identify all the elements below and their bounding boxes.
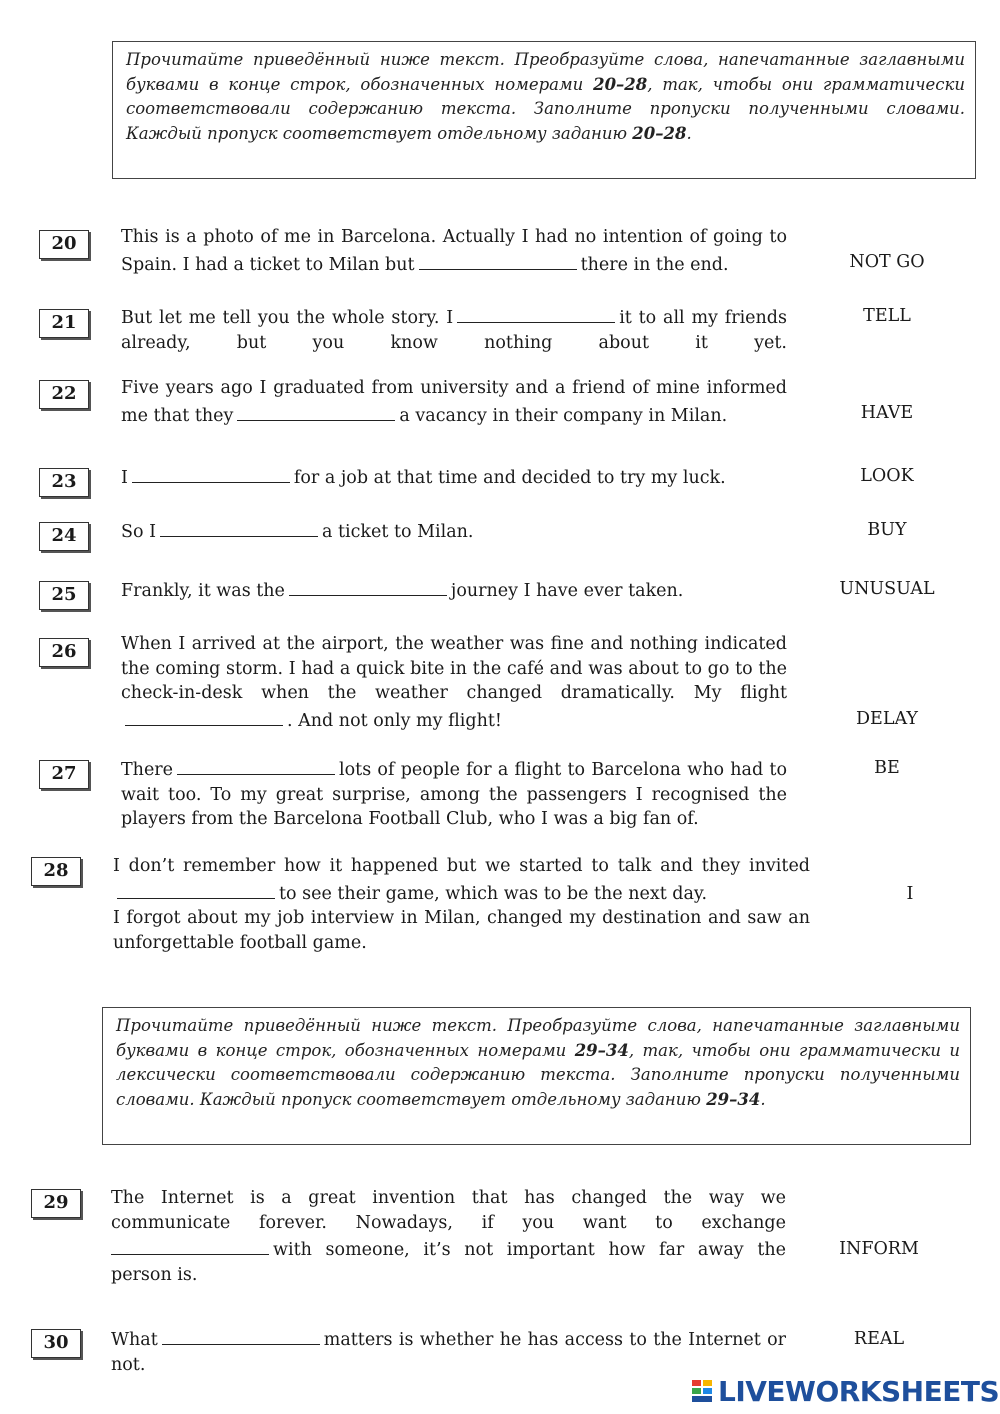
answer-gap[interactable] [125, 706, 283, 726]
task-number: 23 [39, 468, 89, 497]
answer-gap[interactable] [162, 1325, 320, 1345]
task-number: 26 [39, 638, 89, 667]
key-word: DELAY [856, 709, 918, 729]
task-text: This is a photo of me in Barcelona. Actually I had no intention of going to Spain. I had a ticket to Milan but there in the end. [121, 227, 787, 275]
answer-gap[interactable] [177, 755, 335, 775]
task-number: 27 [39, 760, 89, 789]
task-text: What matters is whether he has access to the Internet or not. [111, 1325, 786, 1377]
instruction-text: , так, чтобы они грамматически соответствовали содержанию текста. Заполните пропуски полученными словами. Каждый пропуск соответствует отдельному заданию [126, 74, 965, 143]
task-text: There lots of people for a flight to Barcelona who had to wait too. To my great surprise, among the passengers I recognised the players from the Barcelona Football Club, who I was a big fan of. [121, 755, 787, 832]
instruction-box [102, 1007, 971, 1145]
task-text: The Internet is a great invention that has changed the way we communicate forever. Nowadays, if you want to exchange with someone, it’s not important how far away the person is. [111, 1188, 786, 1285]
instruction-range: 20–28 [593, 74, 648, 94]
instruction-text: , так, чтобы они грамматически и лексически соответствовали содержанию текста. Заполните пропуски полученными словами. Каждый пропуск соответствует отдельному заданию [116, 1040, 960, 1109]
task-text: I don’t remember how it happened but we started to talk and they invitedto see their game, which was to be the next day. I forgot about my job interview in Milan, changed my destination and saw an unforgettable football game. [113, 856, 810, 953]
instruction-range: 29–34 [706, 1089, 761, 1109]
instruction-range: 29–34 [574, 1040, 629, 1060]
answer-gap[interactable] [160, 517, 318, 537]
key-word: BE [874, 758, 900, 778]
answer-gap[interactable] [132, 463, 290, 483]
task-number: 24 [39, 522, 89, 551]
task-number: 21 [39, 309, 89, 338]
brand-name: LIVEWORKSHEETS [718, 1374, 1000, 1408]
key-word: NOT GO [849, 252, 925, 272]
task-number: 28 [31, 857, 81, 886]
instruction-text: . [686, 123, 692, 143]
answer-gap[interactable] [117, 879, 275, 899]
key-word: LOOK [860, 466, 914, 486]
key-word: BUY [867, 520, 907, 540]
liveworksheets-logo-icon [692, 1378, 714, 1404]
key-word: INFORM [839, 1239, 919, 1259]
task-text: So I a ticket to Milan. [121, 517, 787, 545]
task-text: Five years ago I graduated from university and a friend of mine informed me that they a vacancy in their company in Milan. [121, 378, 787, 426]
key-word: REAL [853, 1329, 905, 1349]
answer-gap[interactable] [111, 1235, 269, 1255]
task-number: 25 [39, 581, 89, 610]
key-word: TELL [863, 306, 911, 326]
instruction-box [112, 41, 976, 179]
key-word: UNUSUAL [839, 579, 935, 599]
task-text: When I arrived at the airport, the weather was fine and nothing indicated the coming storm. I had a quick bite in the café and was about to go to the check-in-desk when the weather changed dramatically. My flight. And not only my flight! [121, 634, 787, 731]
task-number: 30 [31, 1329, 81, 1358]
task-number: 20 [39, 230, 89, 259]
key-word: I [906, 884, 914, 904]
task-text: But let me tell you the whole story. I it to all my friends already, but you know nothing about it yet. [121, 303, 787, 355]
task-text: I for a job at that time and decided to try my luck. [121, 463, 787, 491]
task-number: 22 [39, 380, 89, 409]
instruction-text: Прочитайте приведённый ниже текст. Преобразуйте слова, напечатанные заглавными буквами в конце строк, обозначенных номерами [126, 50, 965, 94]
answer-gap[interactable] [419, 250, 577, 270]
task-number: 29 [31, 1189, 81, 1218]
answer-gap[interactable] [289, 576, 447, 596]
task-text: Frankly, it was the journey I have ever taken. [121, 576, 787, 604]
answer-gap[interactable] [237, 401, 395, 421]
answer-gap[interactable] [457, 303, 615, 323]
instruction-text: . [760, 1089, 766, 1109]
liveworksheets-logo[interactable] [692, 1374, 999, 1408]
instruction-text: Прочитайте приведённый ниже текст. Преобразуйте слова, напечатанные заглавными буквами в конце строк, обозначенных номерами [116, 1016, 960, 1060]
key-word: HAVE [860, 403, 914, 423]
instruction-range: 20–28 [632, 123, 687, 143]
